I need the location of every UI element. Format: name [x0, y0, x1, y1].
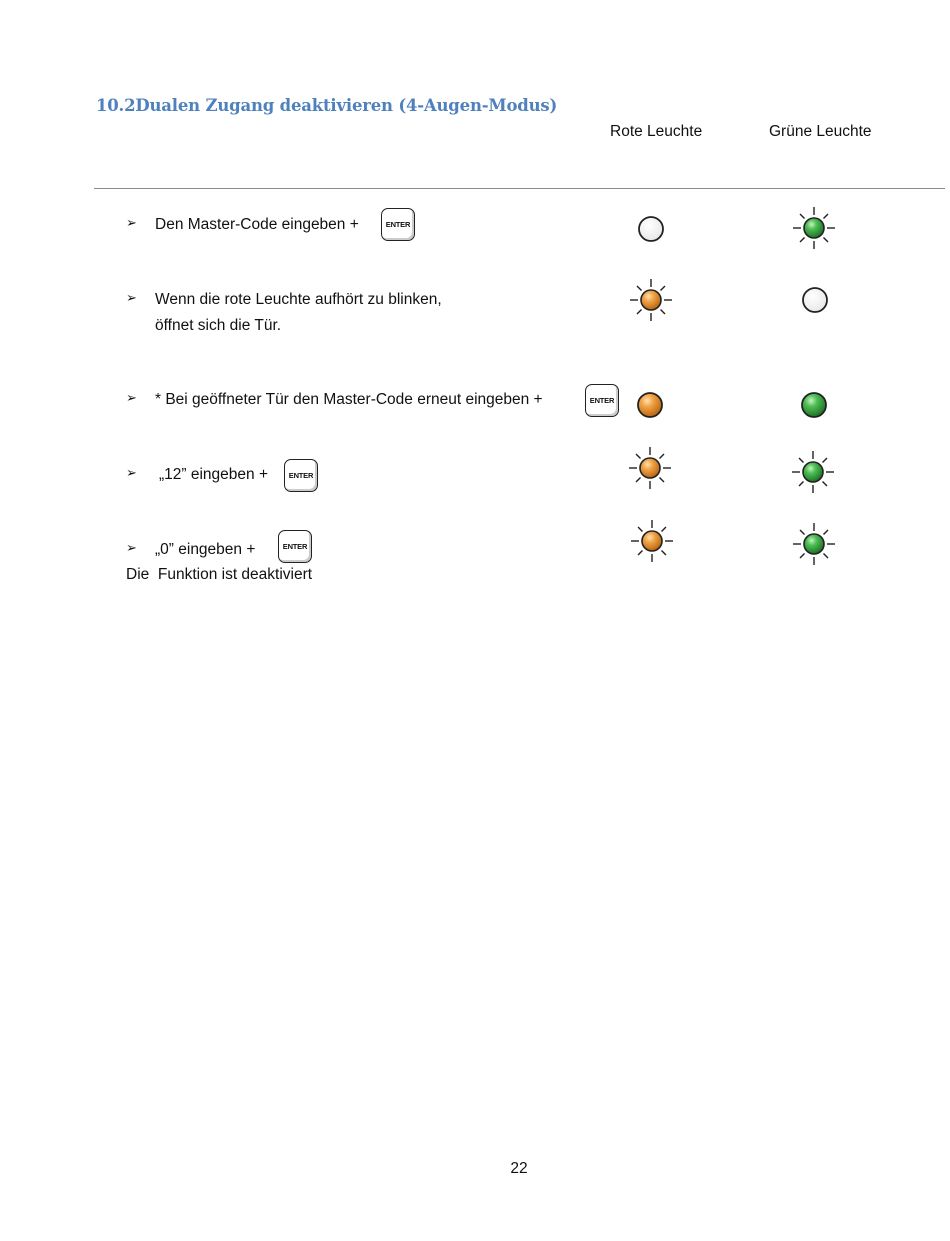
green-lamp-blinking-icon: [792, 522, 836, 566]
step-1-text: Den Master-Code eingeben +: [155, 216, 359, 233]
section-heading: 10.2Dualen Zugang deaktivieren (4-Augen-Modus): [96, 96, 558, 115]
enter-key-icon: ENTER: [278, 530, 312, 563]
bullet-arrow-icon: ➢: [126, 540, 137, 555]
green-lamp-on-icon: [792, 383, 836, 427]
red-lamp-off-icon: [629, 207, 673, 251]
red-lamp-blinking-icon: [630, 519, 674, 563]
step-2-text: Wenn die rote Leuchte aufhört zu blinken,: [155, 291, 442, 308]
step-3-text: * Bei geöffneter Tür den Master-Code erneut eingeben +: [155, 391, 543, 408]
enter-key-icon: ENTER: [585, 384, 619, 417]
green-lamp-blinking-icon: [792, 206, 836, 250]
green-lamp-blinking-icon: [791, 450, 835, 494]
column-header-green-light: Grüne Leuchte: [769, 123, 872, 140]
green-lamp-off-icon: [793, 278, 837, 322]
step-2-text-continued: öffnet sich die Tür.: [155, 317, 282, 334]
bullet-arrow-icon: ➢: [126, 290, 137, 305]
bullet-arrow-icon: ➢: [126, 465, 137, 480]
enter-key-icon: ENTER: [284, 459, 318, 492]
column-header-red-light: Rote Leuchte: [610, 123, 703, 140]
bullet-arrow-icon: ➢: [126, 215, 137, 230]
enter-key-icon: ENTER: [381, 208, 415, 241]
step-4-text: „12” eingeben +: [159, 466, 269, 483]
header-divider: [94, 188, 945, 189]
bullet-arrow-icon: ➢: [126, 390, 137, 405]
red-lamp-blinking-icon: [629, 278, 673, 322]
red-lamp-blinking-icon: [628, 446, 672, 490]
step-5-text: „0” eingeben +: [155, 541, 256, 558]
page-number: 22: [510, 1160, 528, 1177]
deactivated-note: Die Funktion ist deaktiviert: [126, 566, 313, 583]
red-lamp-on-icon: [628, 383, 672, 427]
